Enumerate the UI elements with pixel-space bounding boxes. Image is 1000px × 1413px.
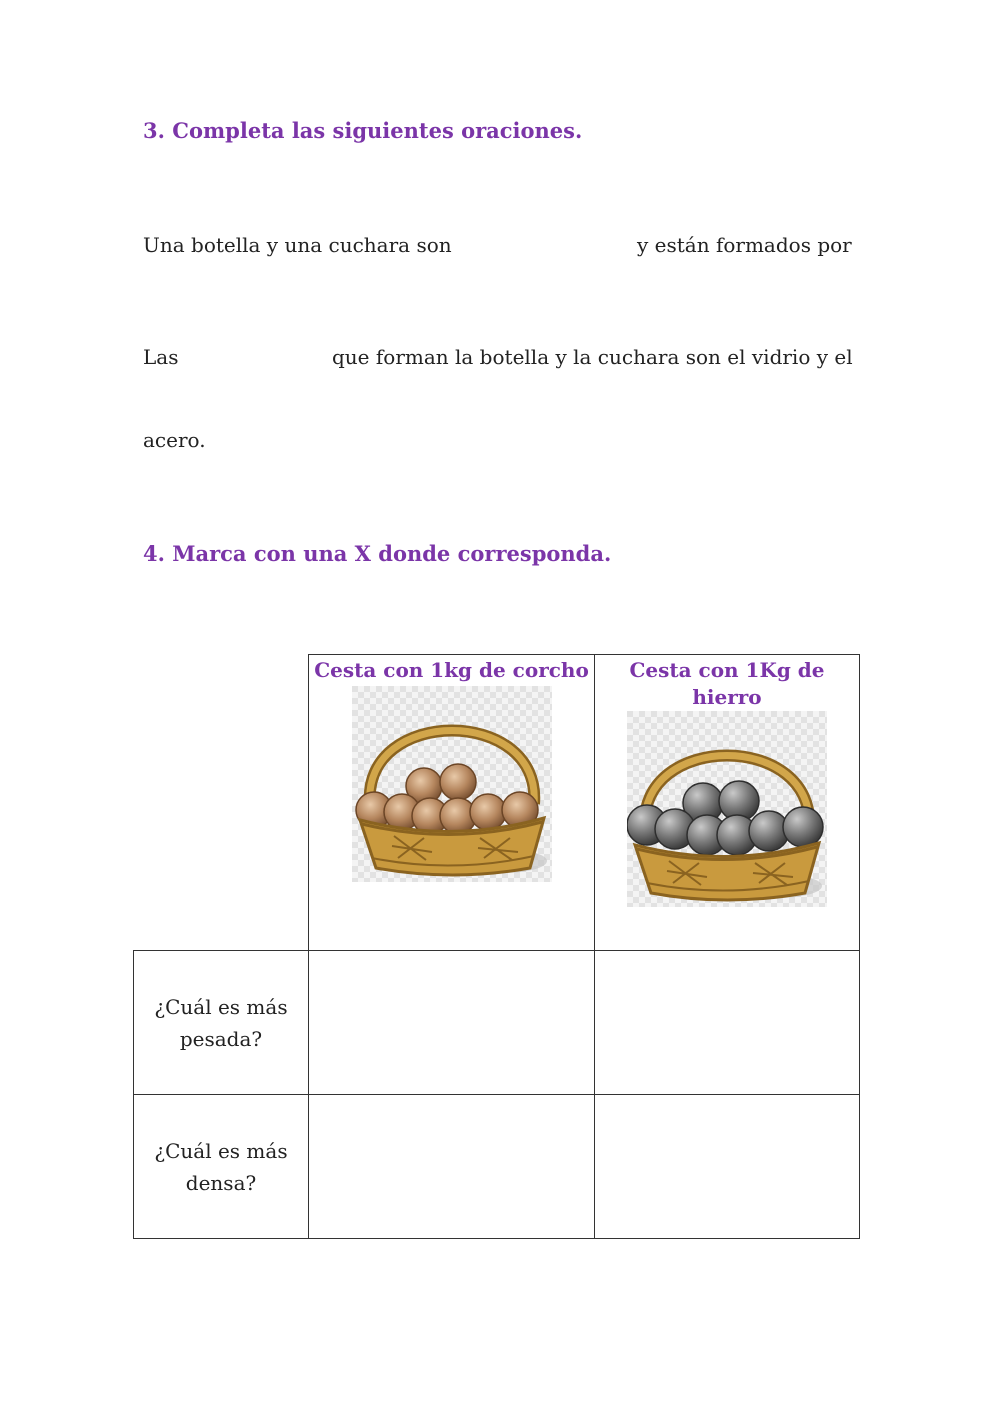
sentence-1-part-1: Una botella y una cuchara son	[143, 233, 452, 257]
answer-cell-denser-cork[interactable]	[309, 1095, 595, 1239]
column-title-iron: Cesta con 1Kg de hierro	[629, 658, 825, 709]
answer-table	[133, 654, 860, 1239]
sentence-2-part-3: acero.	[143, 428, 206, 452]
answer-cell-denser-iron[interactable]	[595, 1095, 860, 1239]
column-header-cork	[309, 655, 595, 951]
table-row	[134, 1095, 860, 1239]
sentence-2-part-2: que forman la botella y la cuchara son el vidrio y el	[332, 345, 853, 369]
empty-corner-cell	[134, 655, 309, 951]
blank-input-1[interactable]	[448, 232, 632, 262]
sentence-2-part-1: Las	[143, 345, 179, 369]
section-4-title: 4. Marca con una X donde corresponda.	[143, 541, 612, 566]
table-row	[134, 951, 860, 1095]
blank-input-2[interactable]	[185, 344, 329, 374]
row-label-heavier: ¿Cuál es más pesada?	[134, 951, 309, 1095]
sentence-1-part-2: y están formados por	[637, 233, 852, 257]
section-3-title: 3. Completa las siguientes oraciones.	[143, 118, 583, 143]
column-title-cork: Cesta con 1kg de corcho	[314, 658, 589, 682]
answer-cell-heavier-cork[interactable]	[309, 951, 595, 1095]
cork-basket-image	[352, 686, 552, 882]
row-label-denser: ¿Cuál es más densa?	[134, 1095, 309, 1239]
column-header-iron	[595, 655, 860, 951]
header-row	[134, 655, 860, 951]
iron-basket-image	[627, 711, 827, 907]
answer-cell-heavier-iron[interactable]	[595, 951, 860, 1095]
